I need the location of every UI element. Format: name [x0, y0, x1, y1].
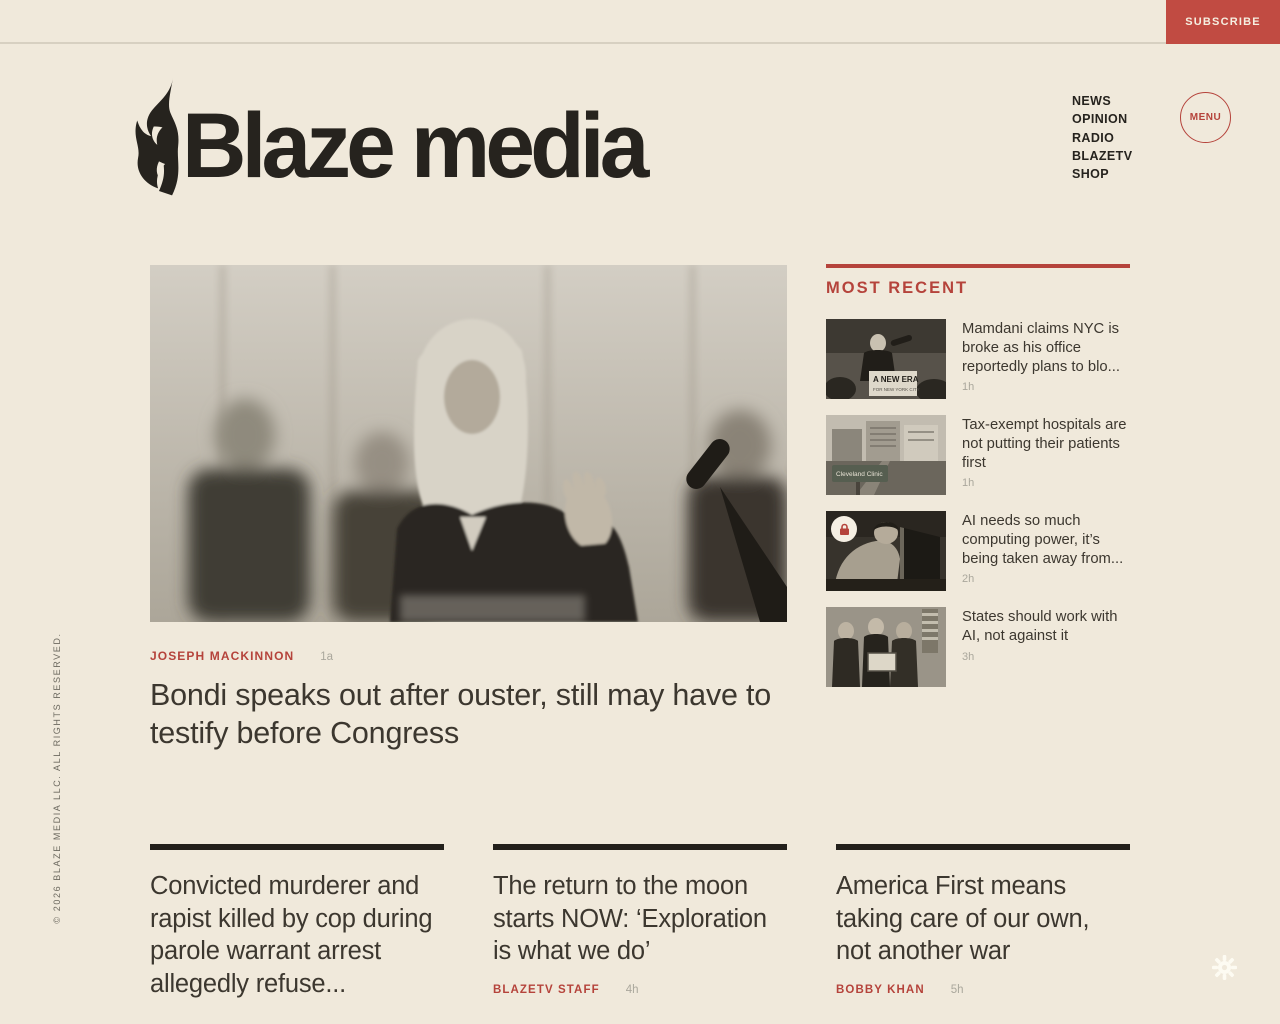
recent-thumbnail[interactable] — [826, 319, 946, 399]
bottom-article-byline — [493, 984, 787, 996]
nav-item-opinion[interactable]: OPINION — [1072, 112, 1128, 127]
bottom-article-author-link[interactable]: BOBBY KHAN — [836, 983, 925, 996]
nav-item-shop[interactable]: SHOP — [1072, 167, 1110, 182]
sidebar-accent-rule — [826, 264, 1130, 268]
recent-item-title[interactable]: Mamdani claims NYC is broke as his office reportedly plans to blo... — [962, 321, 1120, 375]
nav-item-blazetv[interactable]: BLAZETV — [1072, 148, 1133, 163]
recent-item-hospitals[interactable] — [826, 415, 1130, 495]
hero-headline[interactable]: Bondi speaks out after ouster, still may have to testify before Congress — [150, 678, 772, 750]
recent-thumbnail[interactable] — [826, 607, 946, 687]
svg-text:A NEW ERA: A NEW ERA — [873, 375, 919, 384]
recent-thumbnail[interactable] — [826, 415, 946, 495]
bottom-article-moon[interactable] — [493, 844, 787, 996]
recent-item-title[interactable]: AI needs so much computing power, it’s being taken away from... — [962, 513, 1124, 567]
subscribe-button[interactable]: SUBSCRIBE — [1166, 0, 1280, 44]
main-nav — [1072, 92, 1132, 183]
flame-icon — [130, 76, 188, 198]
locked-content-badge — [831, 516, 857, 542]
nav-item-news[interactable]: NEWS — [1072, 94, 1112, 108]
recent-item-title[interactable]: Tax-exempt hospitals are not putting their patients first — [962, 417, 1127, 471]
most-recent-sidebar — [826, 264, 1130, 687]
recent-item-timestamp: 3h — [962, 650, 975, 663]
svg-text:FOR NEW YORK CITY: FOR NEW YORK CITY — [873, 387, 920, 392]
copyright-text: © 2026 BLAZE MEDIA LLC. ALL RIGHTS RESERVED. — [52, 632, 62, 924]
bottom-article-author-link[interactable]: BLAZETV STAFF — [493, 983, 600, 996]
bottom-article-headline[interactable]: America First means taking care of our own, not another war — [836, 872, 1090, 965]
clinic-buildings-thumb-illustration — [826, 415, 946, 495]
hero-author-link[interactable]: JOSEPH MACKINNON — [150, 649, 295, 663]
recent-thumbnail[interactable] — [826, 511, 946, 591]
recent-item-title[interactable]: States should work with AI, not against it — [962, 609, 1118, 644]
recent-item-timestamp: 1h — [962, 381, 975, 394]
officials-group-thumb-illustration — [826, 607, 946, 687]
bottom-article-headline[interactable]: Convicted murderer and rapist killed by cop during parole warrant arrest allegedly refuse... — [150, 872, 433, 998]
bottom-article-parole-arrest[interactable] — [150, 844, 444, 1000]
bottom-article-headline[interactable]: The return to the moon starts NOW: ‘Exploration is what we do’ — [493, 872, 767, 965]
recent-item-states-ai[interactable] — [826, 607, 1130, 687]
svg-text:Cleveland Clinic: Cleveland Clinic — [836, 471, 883, 478]
article-top-rule — [150, 844, 444, 850]
hero-timestamp: 1a — [320, 651, 334, 663]
bottom-article-america-first[interactable] — [836, 844, 1130, 996]
article-top-rule — [836, 844, 1130, 850]
bottom-article-timestamp: 5h — [950, 983, 964, 996]
recent-item-ai-computing[interactable] — [826, 511, 1130, 591]
recent-item-timestamp: 1h — [962, 477, 975, 490]
podium-speech-thumb-illustration — [826, 319, 946, 399]
recent-item-timestamp: 2h — [962, 573, 975, 586]
article-top-rule — [493, 844, 787, 850]
menu-button[interactable]: MENU — [1180, 92, 1231, 143]
hero-byline — [150, 649, 333, 663]
logo-wordmark: Blaze media — [182, 95, 645, 197]
nav-item-radio[interactable]: RADIO — [1072, 130, 1115, 145]
bottom-article-timestamp: 4h — [625, 983, 639, 996]
hero-photo-illustration — [150, 265, 787, 622]
hero-article-image[interactable] — [150, 265, 787, 622]
most-recent-list — [826, 319, 1130, 687]
settings-button[interactable] — [1211, 954, 1238, 981]
recent-item-mamdani[interactable] — [826, 319, 1130, 399]
lock-icon — [838, 523, 851, 536]
topbar — [0, 0, 1280, 44]
bottom-article-byline — [836, 984, 1130, 996]
gear-icon — [1211, 954, 1238, 981]
site-logo[interactable] — [130, 78, 659, 198]
most-recent-heading: MOST RECENT — [826, 279, 969, 297]
